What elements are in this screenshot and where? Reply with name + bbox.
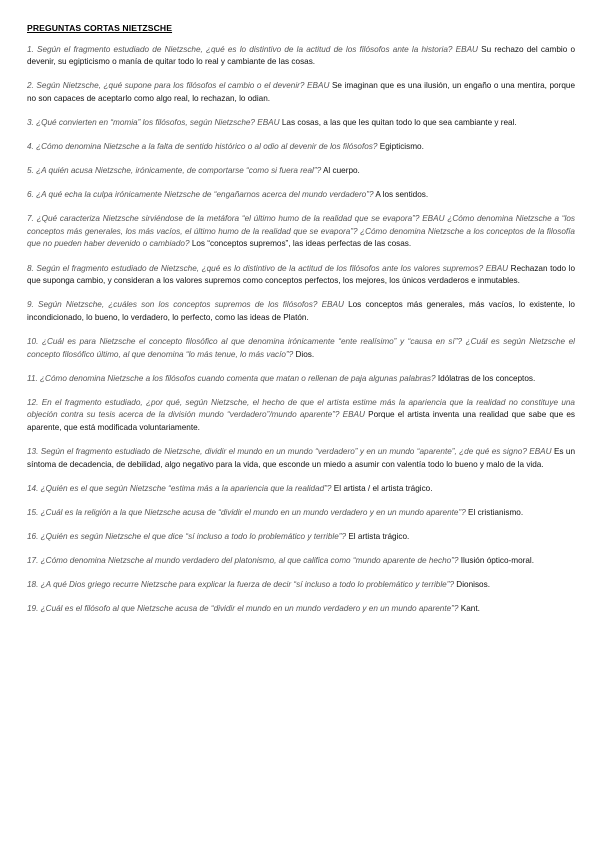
- qa-item-14: [27, 483, 575, 496]
- qa-item-15: [27, 507, 575, 520]
- answer-text: Las cosas, a las que les quitan todo lo que sea cambiante y real.: [281, 117, 517, 127]
- answer-text: El cristianismo.: [468, 507, 524, 517]
- question-text: 17. ¿Cómo denomina Nietzsche al mundo verdadero del platonismo, al que califica como “mundo aparente de hecho”?: [27, 555, 459, 565]
- document-title: PREGUNTAS CORTAS NIETZSCHE: [27, 23, 173, 33]
- question-text: 16. ¿Quién es según Nietzsche el que dice “sí incluso a todo lo problemático y terrible”?: [27, 531, 347, 541]
- document-page: [27, 23, 575, 627]
- question-text: 18. ¿A qué Dios griego recurre Nietzsche para explicar la fuerza de decir “sí incluso a todo lo problemático y terrible”?: [27, 580, 455, 590]
- question-text: 12. En el fragmento estudiado, ¿por qué, según Nietzsche, el hecho de que el artista estime más la apariencia que la realidad no constituye una objeción contra su tesis acerca de la división mundo “verdadero”/mundo aparente”? EBAU: [27, 397, 575, 420]
- qa-item-3: [27, 117, 575, 130]
- answer-text: A los sentidos.: [375, 190, 429, 200]
- question-text: 7. ¿Qué caracteriza Nietzsche sirviéndose de la metáfora “el último humo de la realidad que se evapora”? EBAU ¿Cómo denomina Nietzsche a “los conceptos más generales, los más vacíos, el último humo de la realidad que se evapora”? ¿Cómo denomina Nietzsche a los conceptos de la filosofía que no pueden haber devenido o cambiado?: [27, 214, 575, 249]
- question-text: 15. ¿Cuál es la religión a la que Nietzsche acusa de “dividir el mundo en un mundo verdadero y en un mundo aparente”?: [27, 507, 466, 517]
- question-text: 11. ¿Cómo denomina Nietzsche a los filósofos cuando comenta que matan o rellenan de paja algunas palabras?: [27, 373, 436, 383]
- qa-item-13: [27, 446, 575, 471]
- qa-item-6: [27, 189, 575, 202]
- question-text: 9. Según Nietzsche, ¿cuáles son los conceptos supremos de los filósofos? EBAU: [27, 300, 344, 310]
- qa-item-2: [27, 80, 575, 105]
- qa-item-10: [27, 336, 575, 361]
- qa-item-4: [27, 141, 575, 154]
- answer-text: Los conceptos más generales, más vacíos, lo existente, lo incondicionado, lo bueno, lo verdadero, lo perfecto, como las ideas de Platón.: [27, 300, 575, 322]
- question-text: 14. ¿Quién es el que según Nietzsche “estima más a la apariencia que la realidad”?: [27, 483, 332, 493]
- question-text: 8. Según el fragmento estudiado de Nietzsche, ¿qué es lo distintivo de la actitud de los filósofos ante los valores supremos? EBAU: [27, 263, 509, 273]
- question-text: 2. Según Nietzsche, ¿qué supone para los filósofos el cambio o el devenir? EBAU: [27, 81, 330, 91]
- question-text: 4. ¿Cómo denomina Nietzsche a la falta de sentido histórico o al odio al devenir de los filósofos?: [27, 141, 378, 151]
- qa-item-5: [27, 165, 575, 178]
- answer-text: Kant.: [460, 604, 480, 614]
- qa-item-9: [27, 299, 575, 324]
- answer-text: Ilusión óptico-moral.: [460, 555, 535, 565]
- answer-text: Se imaginan que es una ilusión, un engaño o una mentira, porque no son capaces de aceptarlo como algo real, lo rechazan, lo odian.: [27, 81, 575, 103]
- qa-item-8: [27, 263, 575, 288]
- qa-item-16: [27, 531, 575, 544]
- qa-item-7: [27, 213, 575, 251]
- answer-text: Rechazan todo lo que suponga cambio, y consideran a los valores supremos como conceptos perfectos, los mejores, los únicos verdaderos e inmutables.: [27, 263, 576, 286]
- answer-text: Los “conceptos supremos”, las ideas perfectas de las cosas.: [191, 239, 412, 249]
- answer-text: Idólatras de los conceptos.: [437, 373, 536, 383]
- question-text: 1. Según el fragmento estudiado de Nietzsche, ¿qué es lo distintivo de la actitud de los filósofos ante la historia? EBAU: [27, 44, 478, 54]
- qa-item-11: [27, 373, 575, 386]
- qa-item-12: [27, 397, 575, 435]
- answer-text: Porque el artista inventa una realidad que sabe que es aparente, que está modificada voluntariamente.: [27, 410, 575, 432]
- question-text: 10. ¿Cuál es para Nietzsche el concepto filosófico al que denomina irónicamente “ente realísimo” y “causa en sí”? ¿Cuál es según Nietzsche el concepto filosófico último, al que denomina “lo más tenue, lo más vacío”?: [27, 336, 575, 359]
- question-text: 13. Según el fragmento estudiado de Nietzsche, dividir el mundo en un mundo “verdadero” y en un mundo “aparente”, ¿de qué es signo? EBAU: [27, 446, 552, 456]
- qa-item-19: [27, 603, 575, 616]
- answer-text: El artista / el artista trágico.: [333, 483, 433, 493]
- question-text: 3. ¿Qué convierten en “momia” los filósofos, según Nietzsche? EBAU: [27, 117, 280, 127]
- answer-text: Es un síntoma de decadencia, de debilidad, algo negativo para la vida, que esconde un miedo a asumir con valentía todo lo bueno y malo de la vida.: [27, 446, 575, 469]
- qa-item-18: [27, 579, 575, 592]
- answer-text: Egipticismo.: [379, 141, 424, 151]
- answer-text: Dios.: [295, 349, 315, 359]
- answer-text: El artista trágico.: [348, 531, 410, 541]
- answer-text: Su rechazo del cambio o devenir, su egipticismo o manía de quitar todo lo real y cambiante de las cosas.: [27, 44, 576, 67]
- question-text: 6. ¿A qué echa la culpa irónicamente Nietzsche de “engañarnos acerca del mundo verdadero”?: [27, 190, 374, 200]
- qa-item-1: [27, 44, 575, 69]
- question-text: 19. ¿Cuál es el filósofo al que Nietzsche acusa de “dividir el mundo en un mundo verdadero y en un mundo aparente”?: [27, 604, 459, 614]
- answer-text: Dionisos.: [456, 580, 490, 590]
- qa-item-17: [27, 555, 575, 568]
- answer-text: Al cuerpo.: [322, 166, 360, 176]
- question-text: 5. ¿A quién acusa Nietzsche, irónicamente, de comportarse “como si fuera real”?: [27, 166, 322, 176]
